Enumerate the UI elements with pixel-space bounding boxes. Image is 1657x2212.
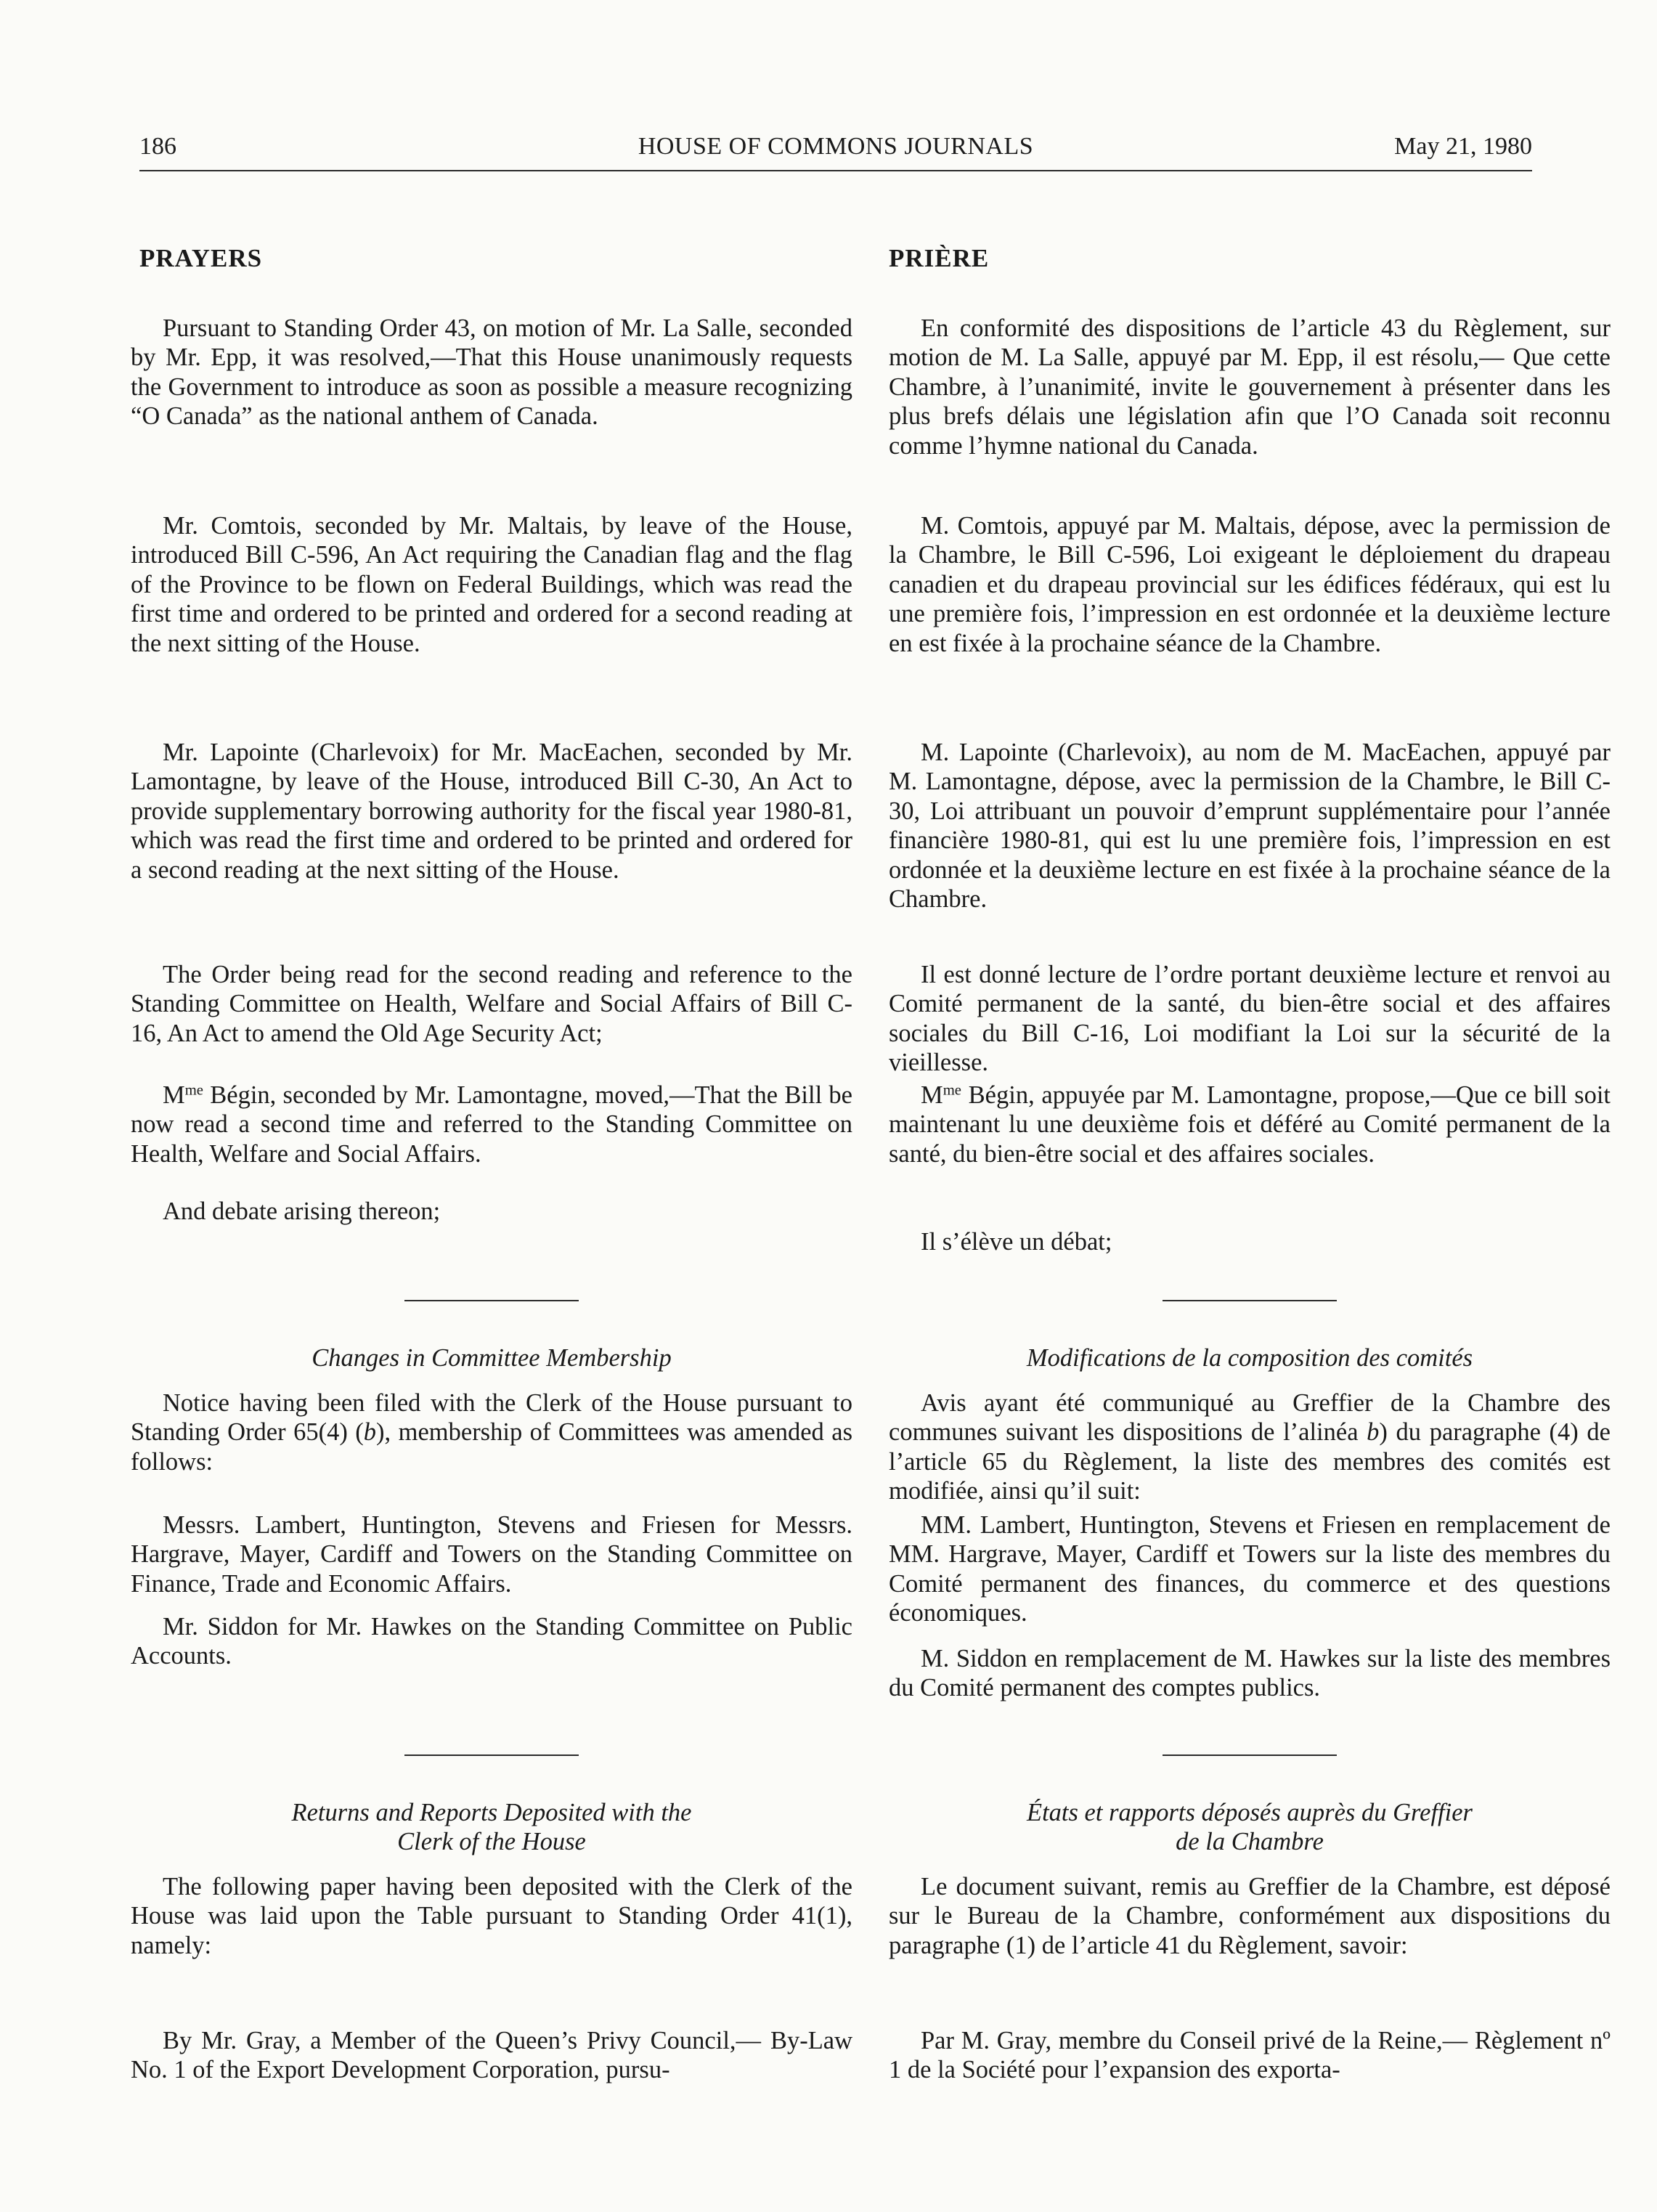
paragraph: Mr. Lapointe (Charlevoix) for Mr. MacEachen, seconded by Mr. Lamontagne, by leave of the House, introduced Bill C-30, An Act to provide supplementary borrowing authority for the fiscal year 1980-81, which was read the first time and ordered to be printed and ordered for a second reading at the next sitting of the House. (131, 739, 852, 884)
paragraph: Par M. Gray, membre du Conseil privé de la Reine,— Règlement nº 1 de la Société pour l’expansion des exporta- (889, 2027, 1611, 2084)
paragraph: MM. Lambert, Huntington, Stevens et Friesen en remplacement de MM. Hargrave, Mayer, Cardiff et Towers sur la liste des membres du Comité permanent des finances, du commerce et des questions économiques. (889, 1511, 1611, 1627)
paragraph: Mr. Comtois, seconded by Mr. Maltais, by leave of the House, introduced Bill C-596, An Act requiring the Canadian flag and the flag of the Province to be flown on Federal Buildings, which was read the first time and ordered to be printed and ordered for a second reading at the next sitting of the House. (131, 512, 852, 657)
paragraph: The Order being read for the second reading and reference to the Standing Committee on Health, Welfare and Social Affairs of Bill C-16, An Act to amend the Old Age Security Act; (131, 961, 852, 1047)
page-number: 186 (139, 133, 176, 160)
section-title: Modifications de la composition des comités (1026, 1344, 1473, 1372)
section-title: Returns and Reports Deposited with the Clerk of the House (291, 1799, 692, 1856)
section-divider (1163, 1300, 1337, 1301)
paragraph: $M^{me}$ Bégin, seconded by Mr. Lamontagne, moved,—That the Bill be now read a second time and referred to the Standing Committee on Health, Welfare and Social Affairs. (131, 1081, 852, 1168)
paragraph: Avis ayant été communiqué au Greffier de la Chambre des communes suivant les dispositions de l’alinéa b) du paragraphe (4) de l’article 65 du Règlement, la liste des membres des comités est modifiée, ainsi qu’il suit: (889, 1389, 1611, 1505)
section-divider (404, 1300, 579, 1301)
paragraph: By Mr. Gray, a Member of the Queen’s Privy Council,— By-Law No. 1 of the Export Development Corporation, pursu- (131, 2027, 852, 2084)
paragraph: M. Lapointe (Charlevoix), au nom de M. MacEachen, appuyé par M. Lamontagne, dépose, avec la permission de la Chambre, le Bill C-30, Loi attribuant un pouvoir d’emprunt supplémentaire pour l’année financière 1980-81, qui est lu une première fois, l’impression en est ordonnée et la deuxième lecture en est fixée à la prochaine séance de la Chambre. (889, 739, 1611, 914)
priere-heading: PRIÈRE (889, 244, 990, 272)
page-date: May 21, 1980 (1394, 133, 1532, 160)
paragraph: Mr. Siddon for Mr. Hawkes on the Standing Committee on Public Accounts. (131, 1613, 852, 1670)
paragraph: Messrs. Lambert, Huntington, Stevens and Friesen for Messrs. Hargrave, Mayer, Cardiff and Towers on the Standing Committee on Finance, Trade and Economic Affairs. (131, 1511, 852, 1598)
journal-title: HOUSE OF COMMONS JOURNALS (638, 133, 1034, 160)
running-head (139, 129, 1532, 171)
paragraph: M. Comtois, appuyé par M. Maltais, dépose, avec la permission de la Chambre, le Bill C-596, Loi exigeant le déploiement du drapeau canadien et du drapeau provincial sur les édifices fédéraux, qui est lu une première fois, l’impression en est ordonnée et la deuxième lecture en est fixée à la prochaine séance de la Chambre. (889, 512, 1611, 657)
paragraph: Il est donné lecture de l’ordre portant deuxième lecture et renvoi au Comité permanent de la santé, du bien-être social et des affaires sociales du Bill C-16, Loi modifiant la Loi sur la sécurité de la vieillesse. (889, 961, 1611, 1077)
paragraph: Le document suivant, remis au Greffier de la Chambre, est déposé sur le Bureau de la Chambre, conformément aux dispositions du paragraphe (1) de l’article 41 du Règlement, savoir: (889, 1873, 1611, 1959)
section-title: Changes in Committee Membership (312, 1344, 672, 1372)
paragraph: And debate arising thereon; (163, 1198, 441, 1225)
paragraph: The following paper having been deposited with the Clerk of the House was laid upon the Table pursuant to Standing Order 41(1), namely: (131, 1873, 852, 1959)
section-title: États et rapports déposés auprès du Greffier de la Chambre (1027, 1799, 1473, 1856)
section-divider (1163, 1754, 1337, 1756)
paragraph: Notice having been filed with the Clerk of the House pursuant to Standing Order 65(4) (b), membership of Committees was amended as follows: (131, 1389, 852, 1476)
paragraph: En conformité des dispositions de l’article 43 du Règlement, sur motion de M. La Salle, appuyé par M. Epp, il est résolu,— Que cette Chambre, à l’unanimité, invite le gouvernement à présenter dans les plus brefs délais une législation afin que l’O Canada soit reconnu comme l’hymne national du Canada. (889, 314, 1611, 460)
section-divider (404, 1754, 579, 1756)
paragraph: $M^{me}$ Bégin, appuyée par M. Lamontagne, propose,—Que ce bill soit maintenant lu une deuxième fois et déféré au Comité permanent de la santé, du bien-être social et des affaires sociales. (889, 1081, 1611, 1168)
prayers-heading: PRAYERS (139, 244, 263, 272)
paragraph: Il s’élève un débat; (921, 1228, 1112, 1256)
paragraph: M. Siddon en remplacement de M. Hawkes sur la liste des membres du Comité permanent des comptes publics. (889, 1645, 1611, 1702)
paragraph: Pursuant to Standing Order 43, on motion of Mr. La Salle, seconded by Mr. Epp, it was resolved,—That this House unanimously requests the Government to introduce as soon as possible a measure recognizing “O Canada” as the national anthem of Canada. (131, 314, 852, 431)
